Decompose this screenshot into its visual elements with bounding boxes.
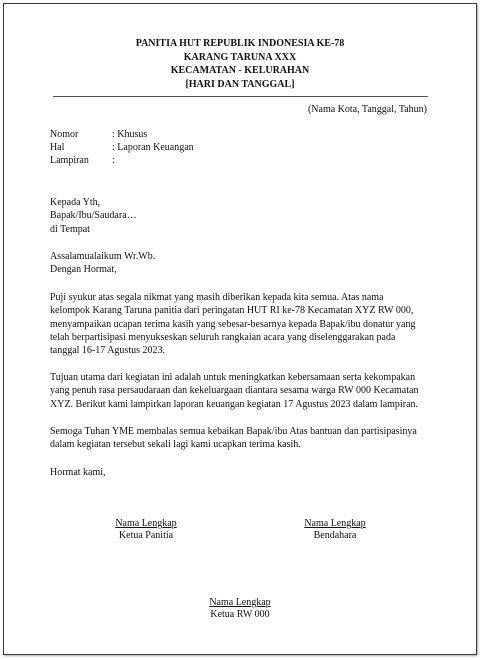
meta-hal-label: Hal [50,142,65,153]
meta-row-hal [50,141,194,154]
greeting-salam: Assalamualaikum Wr.Wb. [50,251,156,262]
paragraph-1-line: kelompok Karang Taruna panitia dari peringatan HUT RI ke-78 Kecamatan XYZ RW 000, [50,305,414,317]
greeting-hormat: Dengan Hormat, [50,264,117,276]
signature-left-name: Nama Lengkap [115,518,177,529]
closing: Hormat kami, [50,467,106,478]
meta-nomor-value: : Khusus [112,129,148,140]
signature-right [275,518,395,542]
meta-lampiran-label: Lampiran [50,155,89,166]
signature-bottom-name: Nama Lengkap [209,597,271,608]
header-group: KARANG TARUNA XXX [183,51,297,63]
paragraph-3-line: Semoga Tuhan YME membalas semua kebaikan Bapak/ibu Atas bantuan dan partisipasinya [50,426,417,437]
signature-left [86,518,206,542]
meta-lampiran-value: : [112,155,115,166]
paragraph-1-line: telah berpartisipasi menyukseskan seluruh rangkaian acara yang diselenggarakan pada [50,331,396,343]
letter-meta [50,128,194,167]
paragraph-1-line: Puji syukur atas segala nikmat yang masih diberikan kepada kita semua. Atas nama [50,292,384,303]
header-district: KECAMATAN - KELURAHAN [170,65,310,76]
paragraph-1 [50,291,430,357]
letter-header [4,37,476,91]
place-date: (Nama Kota, Tanggal, Tahun) [307,104,427,115]
paragraph-2-line: Tujuan utama dari kegiatan ini adalah untuk meningkatkan kebersamaan serta kekompakan [50,372,416,383]
signature-bottom [180,597,300,621]
header-date: [HARI DAN TANGGAL] [185,78,295,90]
paragraph-2-line: XYZ. Berikut kami lampirkan laporan keuangan kegiatan 17 Agustus 2023 dalam lampiran. [50,398,418,410]
paragraph-2 [50,371,430,411]
meta-nomor-label: Nomor [50,129,79,140]
signature-right-role: Bendahara [313,530,357,541]
signature-right-name: Nama Lengkap [304,518,366,529]
signature-bottom-role: Ketua RW 000 [210,609,270,620]
header-divider [53,96,428,97]
recipient-block [50,196,430,236]
paragraph-1-line: menyampaikan ucapan terima kasih yang sebesar-besarnya kepada Bapak/ibu donatur yang [50,318,416,330]
greeting-block [50,250,430,277]
meta-row-lampiran [50,154,194,167]
meta-row-nomor [50,128,194,141]
paragraph-3-line: dalam kegiatan tersebut sekali lagi kami ucapkan terima kasih. [50,439,301,451]
letter-page [3,3,477,655]
header-organization: PANITIA HUT REPUBLIK INDONESIA KE-78 [135,38,345,49]
meta-hal-value: : Laporan Keuangan [112,142,194,153]
recipient-line-1: Kepada Yth, [50,197,101,208]
paragraph-3 [50,425,430,452]
recipient-line-3: di Tempat [50,223,90,235]
recipient-line-2: Bapak/Ibu/Saudara… [50,210,137,222]
signature-left-role: Ketua Panitia [118,530,174,541]
paragraph-2-line: yang penuh rasa persaudaraan dan kekeluargaan diantara sesama warga RW 000 Kecamatan [50,385,419,397]
paragraph-1-line: tanggal 16-17 Agustus 2023. [50,345,165,357]
